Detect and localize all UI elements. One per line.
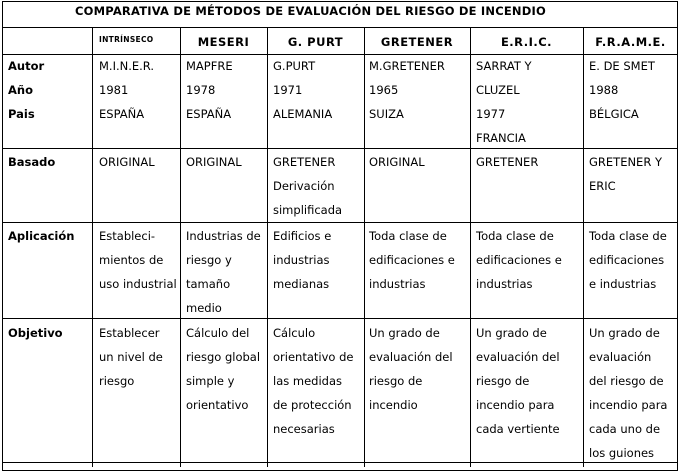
table-cell bbox=[99, 150, 155, 174]
cell-line: ORIGINAL bbox=[369, 155, 425, 169]
cell-line: Toda clase de bbox=[476, 229, 554, 243]
cell-line: GRETENER Y bbox=[589, 155, 662, 169]
cell-line: 1965 bbox=[369, 83, 399, 97]
table-cell bbox=[476, 224, 578, 296]
table-cell bbox=[99, 224, 176, 296]
cell-line: ERIC bbox=[589, 179, 616, 193]
table-cell bbox=[273, 150, 342, 222]
cell-line: Derivación bbox=[273, 179, 335, 193]
cell-line: Toda clase de bbox=[589, 229, 667, 243]
cell-line: Un grado de bbox=[589, 326, 660, 340]
col-divider bbox=[583, 27, 584, 467]
cell-line: edificaciones bbox=[589, 253, 665, 267]
column-header-gpurt: G. PURT bbox=[287, 35, 344, 49]
table-cell bbox=[369, 224, 465, 296]
cell-line: M.I.N.E.R. bbox=[99, 59, 155, 73]
cell-line: Edificios e bbox=[273, 229, 332, 243]
cell-line: Un grado de bbox=[369, 326, 440, 340]
cell-line: CLUZEL bbox=[476, 83, 520, 97]
cell-line: evaluación del bbox=[476, 350, 560, 364]
cell-line: industrias bbox=[476, 277, 533, 291]
table-cell bbox=[476, 150, 538, 174]
column-header-eric: E.R.I.C. bbox=[500, 35, 553, 49]
cell-line: evaluación del bbox=[369, 350, 453, 364]
cell-line: cada uno de bbox=[589, 422, 661, 436]
cell-line: uso industrial bbox=[99, 277, 177, 291]
cell-line: e industrias bbox=[589, 277, 657, 291]
row-label-autor bbox=[8, 54, 44, 126]
table-cell bbox=[273, 321, 359, 441]
cell-line: Establecer bbox=[99, 326, 160, 340]
cell-line: riesgo de bbox=[369, 374, 423, 388]
cell-line: ESPAÑA bbox=[186, 107, 232, 121]
cell-line: medio bbox=[186, 301, 222, 315]
row-divider bbox=[2, 222, 678, 223]
cell-line: necesarias bbox=[273, 422, 335, 436]
col-divider bbox=[267, 27, 268, 467]
cell-line: cada vertiente bbox=[476, 422, 560, 436]
row-label-basado: Basado bbox=[8, 155, 56, 169]
table-cell bbox=[589, 54, 655, 126]
cell-line: evaluación bbox=[589, 350, 652, 364]
cell-line: GRETENER bbox=[476, 155, 539, 169]
row-label-line: Autor bbox=[8, 59, 45, 73]
table-cell bbox=[186, 321, 263, 417]
cell-line: incendio bbox=[369, 398, 418, 412]
cell-line: MAPFRE bbox=[186, 59, 233, 73]
cell-line: 1978 bbox=[186, 83, 216, 97]
table-cell bbox=[589, 150, 662, 198]
row-label-aplicacion: Aplicación bbox=[8, 229, 75, 243]
column-header-meseri: MESERI bbox=[197, 35, 250, 49]
cell-line: G.PURT bbox=[273, 59, 316, 73]
cell-line: E. DE SMET bbox=[589, 59, 655, 73]
cell-line: simplificada bbox=[273, 203, 343, 217]
cell-line: ORIGINAL bbox=[99, 155, 155, 169]
table-cell bbox=[186, 224, 263, 320]
cell-line: incendio para bbox=[476, 398, 555, 412]
row-divider bbox=[2, 318, 678, 319]
col-divider bbox=[92, 27, 93, 467]
cell-line: FRANCIA bbox=[476, 131, 526, 145]
cell-line: simple y bbox=[186, 374, 235, 388]
cell-line: industrias bbox=[369, 277, 426, 291]
table-title: COMPARATIVA DE MÉTODOS DE EVALUACIÓN DEL RIESGO DE INCENDIO bbox=[75, 4, 546, 18]
row-label-line: Pais bbox=[8, 107, 35, 121]
cell-line: 1971 bbox=[273, 83, 303, 97]
cell-line: ORIGINAL bbox=[186, 155, 242, 169]
cell-line: 1977 bbox=[476, 107, 506, 121]
row-label-objetivo: Objetivo bbox=[8, 326, 63, 340]
cell-line: las medidas bbox=[273, 374, 342, 388]
table-cell bbox=[186, 150, 242, 174]
cell-line: ESPAÑA bbox=[99, 107, 145, 121]
cell-line: Toda clase de bbox=[369, 229, 447, 243]
table-cell bbox=[589, 224, 667, 296]
cell-line: los guiones bbox=[589, 446, 655, 460]
cell-line: Industrias de bbox=[186, 229, 261, 243]
col-divider bbox=[470, 27, 471, 467]
col-divider bbox=[180, 27, 181, 467]
column-header-frame: F.R.A.M.E. bbox=[595, 35, 666, 49]
cell-line: de protección bbox=[273, 398, 352, 412]
cell-line: orientativo de bbox=[273, 350, 354, 364]
cell-line: ALEMANIA bbox=[273, 107, 333, 121]
row-label-line: Año bbox=[8, 83, 33, 97]
table-cell bbox=[273, 54, 332, 126]
cell-line: edificaciones e bbox=[476, 253, 562, 267]
cell-line: 1981 bbox=[99, 83, 129, 97]
row-divider bbox=[2, 27, 678, 28]
table-cell bbox=[186, 54, 233, 126]
table-cell bbox=[273, 224, 359, 296]
cell-line: riesgo global bbox=[186, 350, 261, 364]
table-cell bbox=[369, 150, 425, 174]
cell-line: mientos de bbox=[99, 253, 164, 267]
table-cell bbox=[476, 54, 532, 150]
table-cell bbox=[99, 321, 176, 393]
cell-line: GRETENER bbox=[273, 155, 336, 169]
cell-line: 1988 bbox=[589, 83, 619, 97]
table-cell bbox=[589, 321, 673, 465]
cell-line: un nivel de bbox=[99, 350, 163, 364]
cell-line: industrias bbox=[273, 253, 330, 267]
cell-line: del riesgo de bbox=[589, 374, 664, 388]
cell-line: Estableci- bbox=[99, 229, 156, 243]
cell-line: Cálculo bbox=[273, 326, 316, 340]
cell-line: edificaciones e bbox=[369, 253, 455, 267]
table-cell bbox=[476, 321, 578, 441]
cell-line: tamaño bbox=[186, 277, 231, 291]
table-cell bbox=[369, 321, 465, 417]
table-cell bbox=[99, 54, 154, 126]
cell-line: SUIZA bbox=[369, 107, 404, 121]
cell-line: medianas bbox=[273, 277, 330, 291]
cell-line: riesgo bbox=[99, 374, 135, 388]
col-divider bbox=[364, 27, 365, 467]
row-divider bbox=[2, 462, 678, 463]
cell-line: Un grado de bbox=[476, 326, 547, 340]
column-header-intrinseco: INTRÍNSECO bbox=[99, 35, 154, 44]
cell-line: orientativo bbox=[186, 398, 249, 412]
cell-line: riesgo y bbox=[186, 253, 232, 267]
table-cell bbox=[369, 54, 445, 126]
cell-line: SARRAT Y bbox=[476, 59, 532, 73]
cell-line: BÉLGICA bbox=[589, 107, 639, 121]
column-header-gretener: GRETENER bbox=[380, 35, 454, 49]
cell-line: Cálculo del bbox=[186, 326, 250, 340]
cell-line: incendio para bbox=[589, 398, 668, 412]
cell-line: riesgo de bbox=[476, 374, 530, 388]
row-divider bbox=[2, 148, 678, 149]
cell-line: M.GRETENER bbox=[369, 59, 445, 73]
